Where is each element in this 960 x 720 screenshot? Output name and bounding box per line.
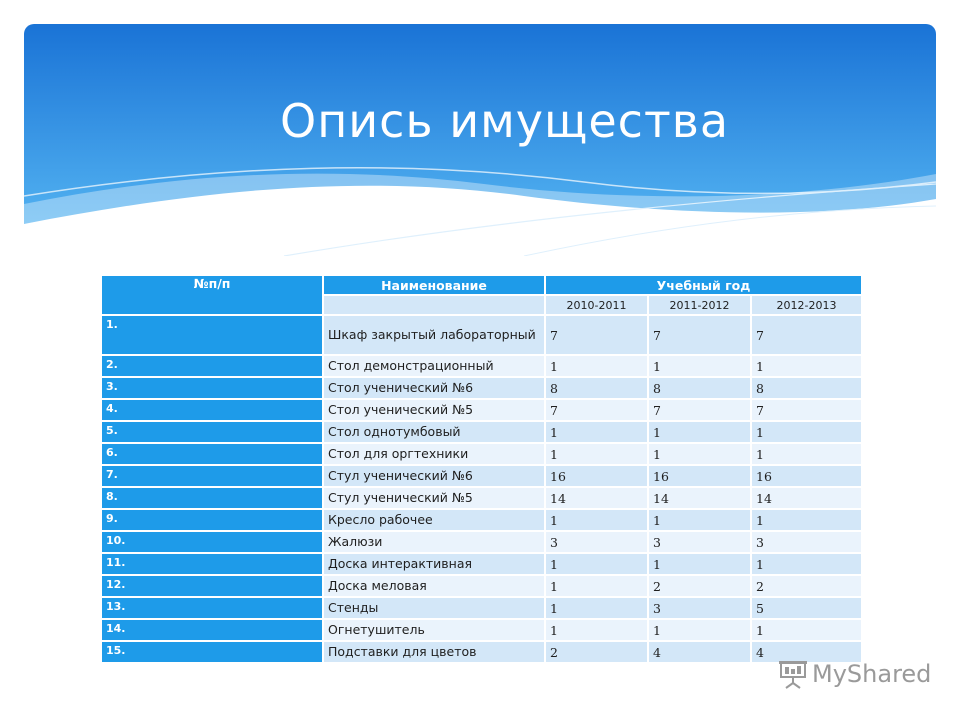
item-name-cell: Подставки для цветов xyxy=(323,641,545,663)
header-num: №п/п xyxy=(101,275,323,315)
table-row xyxy=(101,377,862,399)
row-number-cell: 1. xyxy=(101,315,323,355)
item-name-cell: Стол ученический №6 xyxy=(323,377,545,399)
inventory-table xyxy=(100,274,863,664)
table-row xyxy=(101,399,862,421)
item-name-cell: Доска меловая xyxy=(323,575,545,597)
row-number-cell: 2. xyxy=(101,355,323,377)
row-number-cell: 11. xyxy=(101,553,323,575)
slide-title: Опись имущества xyxy=(280,94,730,148)
value-2010-2011-cell: 1 xyxy=(545,443,648,465)
value-2012-2013-cell: 3 xyxy=(751,531,862,553)
value-2011-2012-cell: 2 xyxy=(648,575,751,597)
row-number-cell: 10. xyxy=(101,531,323,553)
item-name-cell: Жалюзи xyxy=(323,531,545,553)
value-2011-2012-cell: 3 xyxy=(648,531,751,553)
value-2010-2011-cell: 7 xyxy=(545,315,648,355)
item-name-cell: Шкаф закрытый лабораторный xyxy=(323,315,545,355)
value-2012-2013-cell: 2 xyxy=(751,575,862,597)
row-number-cell: 14. xyxy=(101,619,323,641)
item-name-cell: Кресло рабочее xyxy=(323,509,545,531)
item-name-cell: Стул ученический №5 xyxy=(323,487,545,509)
value-2012-2013-cell: 14 xyxy=(751,487,862,509)
row-number-cell: 12. xyxy=(101,575,323,597)
value-2010-2011-cell: 7 xyxy=(545,399,648,421)
value-2012-2013-cell: 4 xyxy=(751,641,862,663)
table-row xyxy=(101,553,862,575)
value-2011-2012-cell: 1 xyxy=(648,443,751,465)
value-2012-2013-cell: 16 xyxy=(751,465,862,487)
value-2011-2012-cell: 1 xyxy=(648,355,751,377)
item-name-cell: Доска интерактивная xyxy=(323,553,545,575)
value-2010-2011-cell: 16 xyxy=(545,465,648,487)
value-2010-2011-cell: 8 xyxy=(545,377,648,399)
value-2010-2011-cell: 1 xyxy=(545,597,648,619)
projector-screen-icon xyxy=(778,659,808,689)
value-2011-2012-cell: 1 xyxy=(648,619,751,641)
value-2012-2013-cell: 1 xyxy=(751,355,862,377)
value-2010-2011-cell: 14 xyxy=(545,487,648,509)
value-2011-2012-cell: 1 xyxy=(648,553,751,575)
value-2011-2012-cell: 1 xyxy=(648,421,751,443)
value-2010-2011-cell: 3 xyxy=(545,531,648,553)
value-2012-2013-cell: 1 xyxy=(751,619,862,641)
value-2012-2013-cell: 1 xyxy=(751,421,862,443)
value-2012-2013-cell: 1 xyxy=(751,443,862,465)
row-number-cell: 6. xyxy=(101,443,323,465)
table-row xyxy=(101,421,862,443)
item-name-cell: Стол демонстрационный xyxy=(323,355,545,377)
table-row xyxy=(101,355,862,377)
table-row xyxy=(101,641,862,663)
table-row xyxy=(101,487,862,509)
header-year: Учебный год xyxy=(545,275,862,295)
value-2011-2012-cell: 4 xyxy=(648,641,751,663)
item-name-cell: Стул ученический №6 xyxy=(323,465,545,487)
subheader-blank-cell xyxy=(323,295,545,315)
value-2012-2013-cell: 7 xyxy=(751,399,862,421)
year-2010-2011: 2010-2011 xyxy=(545,295,648,315)
value-2012-2013-cell: 5 xyxy=(751,597,862,619)
table-row xyxy=(101,443,862,465)
value-2011-2012-cell: 7 xyxy=(648,315,751,355)
value-2012-2013-cell: 8 xyxy=(751,377,862,399)
row-number-cell: 15. xyxy=(101,641,323,663)
year-2011-2012: 2011-2012 xyxy=(648,295,751,315)
table-row xyxy=(101,619,862,641)
value-2011-2012-cell: 7 xyxy=(648,399,751,421)
row-number-cell: 5. xyxy=(101,421,323,443)
table-row xyxy=(101,465,862,487)
value-2010-2011-cell: 2 xyxy=(545,641,648,663)
value-2010-2011-cell: 1 xyxy=(545,421,648,443)
row-number-cell: 9. xyxy=(101,509,323,531)
table-row xyxy=(101,315,862,355)
value-2010-2011-cell: 1 xyxy=(545,509,648,531)
value-2012-2013-cell: 1 xyxy=(751,553,862,575)
table-row xyxy=(101,509,862,531)
value-2011-2012-cell: 3 xyxy=(648,597,751,619)
value-2010-2011-cell: 1 xyxy=(545,553,648,575)
logo-text: MyShared xyxy=(812,660,932,688)
item-name-cell: Стол однотумбовый xyxy=(323,421,545,443)
table-row xyxy=(101,575,862,597)
item-name-cell: Стенды xyxy=(323,597,545,619)
item-name-cell: Огнетушитель xyxy=(323,619,545,641)
row-number-cell: 3. xyxy=(101,377,323,399)
value-2011-2012-cell: 1 xyxy=(648,509,751,531)
item-name-cell: Стол ученический №5 xyxy=(323,399,545,421)
value-2011-2012-cell: 14 xyxy=(648,487,751,509)
value-2012-2013-cell: 7 xyxy=(751,315,862,355)
row-number-cell: 8. xyxy=(101,487,323,509)
table-row xyxy=(101,531,862,553)
value-2010-2011-cell: 1 xyxy=(545,619,648,641)
row-number-cell: 13. xyxy=(101,597,323,619)
row-number-cell: 7. xyxy=(101,465,323,487)
header-name: Наименование xyxy=(323,275,545,295)
value-2011-2012-cell: 16 xyxy=(648,465,751,487)
value-2011-2012-cell: 8 xyxy=(648,377,751,399)
value-2010-2011-cell: 1 xyxy=(545,575,648,597)
year-2012-2013: 2012-2013 xyxy=(751,295,862,315)
value-2012-2013-cell: 1 xyxy=(751,509,862,531)
header-row xyxy=(101,275,862,295)
table-row xyxy=(101,597,862,619)
title-banner xyxy=(24,24,936,256)
row-number-cell: 4. xyxy=(101,399,323,421)
value-2010-2011-cell: 1 xyxy=(545,355,648,377)
myshared-logo xyxy=(778,657,931,691)
item-name-cell: Стол для оргтехники xyxy=(323,443,545,465)
